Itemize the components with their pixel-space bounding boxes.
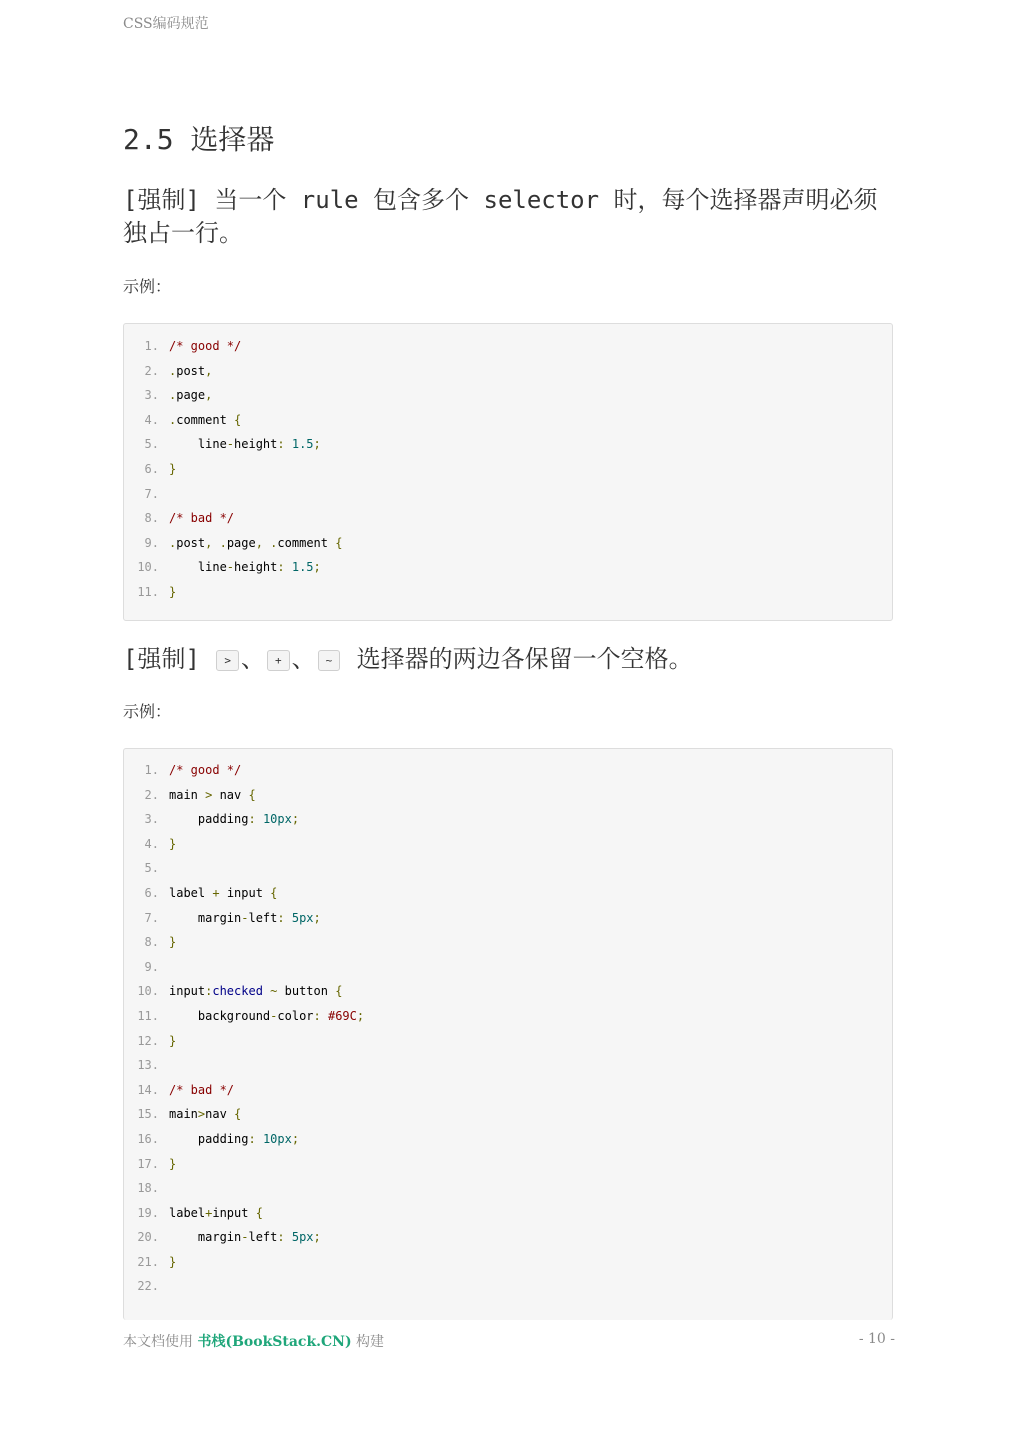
code-token: #69C — [327, 1008, 357, 1023]
line-number: 5. — [144, 437, 159, 452]
line-number: 12. — [137, 1033, 159, 1048]
code-token: label — [169, 885, 213, 900]
code-line — [124, 1130, 892, 1155]
code-line — [124, 1007, 892, 1032]
code-token: margin — [169, 910, 242, 925]
code-token: . — [169, 535, 177, 550]
line-number: 9. — [144, 535, 159, 550]
code-token: - — [270, 1008, 278, 1023]
code-token: /* bad */ — [169, 1082, 235, 1097]
code-token: 1.5 — [291, 437, 314, 452]
rule-heading-multiple-selectors: [强制] 当一个 rule 包含多个 selector 时，每个选择器声明必须独占一行。 — [123, 186, 878, 247]
code-token: : — [277, 437, 292, 452]
section-title: 2.5 选择器 — [123, 123, 275, 156]
line-number: 2. — [144, 787, 159, 802]
code-token: 10px — [262, 812, 292, 827]
line-number: 10. — [137, 560, 159, 575]
code-token: . — [169, 412, 177, 427]
code-token: . — [169, 363, 177, 378]
code-line — [124, 1056, 892, 1081]
code-token: , . — [205, 535, 227, 550]
line-number: 7. — [144, 486, 159, 501]
code-line — [124, 909, 892, 934]
inline-code-adjacent-combinator: + — [267, 650, 290, 671]
list-separator: 、 — [291, 645, 316, 673]
code-token: { — [234, 1107, 242, 1122]
example-label: 示例： — [123, 277, 172, 296]
code-line — [124, 786, 892, 811]
code-token: label — [169, 1205, 206, 1220]
code-token: post — [176, 535, 206, 550]
line-number: 3. — [144, 388, 159, 403]
line-number: 13. — [137, 1058, 159, 1073]
code-line — [124, 958, 892, 983]
code-line — [124, 761, 892, 786]
code-token: height — [234, 437, 278, 452]
code-line — [124, 810, 892, 835]
line-number: 11. — [137, 1008, 159, 1023]
code-line — [124, 859, 892, 884]
line-number: 16. — [137, 1131, 159, 1146]
line-number: 17. — [137, 1156, 159, 1171]
code-token: } — [169, 1033, 177, 1048]
running-header: CSS编码规范 — [123, 16, 209, 32]
code-token: , . — [255, 535, 278, 550]
code-token: : — [277, 1230, 292, 1245]
line-number: 6. — [144, 885, 159, 900]
code-line — [124, 1228, 892, 1253]
line-number: 15. — [137, 1107, 159, 1122]
code-line — [124, 583, 892, 608]
code-token: comment — [176, 412, 235, 427]
code-token: line — [169, 560, 227, 575]
line-number: 7. — [144, 910, 159, 925]
page-number: - 10 - — [858, 1331, 895, 1347]
line-number: 1. — [144, 339, 159, 353]
line-number: 18. — [137, 1181, 159, 1196]
line-number: 8. — [144, 935, 159, 950]
code-line — [124, 933, 892, 958]
code-token: ; — [313, 910, 321, 925]
code-token: input — [212, 1205, 256, 1220]
code-token: { — [335, 984, 343, 999]
line-number: 14. — [137, 1082, 159, 1097]
code-token: nav — [205, 1107, 235, 1122]
code-token: main — [169, 787, 206, 802]
code-token: main — [169, 1107, 198, 1122]
code-token: { — [270, 885, 278, 900]
code-line — [124, 460, 892, 485]
code-token: /* good */ — [169, 339, 242, 353]
line-number: 2. — [144, 363, 159, 378]
code-token: line — [169, 437, 227, 452]
line-number: 5. — [144, 861, 159, 876]
code-token: comment — [277, 535, 336, 550]
footer-credit — [123, 1331, 384, 1351]
code-line — [124, 835, 892, 860]
line-number: 6. — [144, 461, 159, 476]
code-token: padding — [169, 812, 249, 827]
code-token: 5px — [291, 1230, 314, 1245]
code-line — [124, 485, 892, 510]
code-line — [124, 534, 892, 559]
code-token: checked — [212, 984, 263, 999]
line-number: 20. — [137, 1230, 159, 1245]
line-number: 4. — [144, 836, 159, 851]
code-line — [124, 411, 892, 436]
code-line — [124, 509, 892, 534]
code-token: } — [169, 935, 177, 950]
code-token: background — [169, 1008, 271, 1023]
code-token: ; — [313, 1230, 321, 1245]
code-token: , — [205, 363, 213, 378]
code-token: ~ — [270, 984, 278, 999]
line-number: 8. — [144, 511, 159, 526]
code-token: color — [277, 1008, 314, 1023]
code-token: { — [248, 787, 256, 802]
code-token: nav — [212, 787, 249, 802]
code-token: 5px — [291, 910, 314, 925]
code-token: + — [212, 885, 220, 900]
code-token: { — [234, 412, 242, 427]
inline-code-child-combinator: > — [216, 650, 239, 671]
code-token: 10px — [262, 1131, 292, 1146]
code-line — [124, 1105, 892, 1130]
rule-suffix: 选择器的两边各保留一个空格。 — [342, 645, 693, 673]
rule-prefix: [强制] — [123, 645, 215, 673]
line-number: 1. — [144, 763, 159, 777]
code-token: /* good */ — [169, 763, 242, 777]
code-token: input — [219, 885, 271, 900]
code-token: : — [277, 560, 292, 575]
line-number: 22. — [137, 1279, 159, 1294]
code-line — [124, 884, 892, 909]
code-line — [124, 1032, 892, 1057]
code-block-combinator-spacing — [123, 748, 893, 1320]
code-line — [124, 337, 892, 362]
code-token: height — [234, 560, 278, 575]
line-number: 3. — [144, 812, 159, 827]
code-token: input — [169, 984, 206, 999]
code-line — [124, 1253, 892, 1278]
bookstack-link[interactable]: 书栈(BookStack.CN) — [197, 1334, 352, 1350]
inline-code-sibling-combinator: ~ — [318, 650, 341, 671]
line-number: 19. — [137, 1205, 159, 1220]
footer-suffix: 构建 — [351, 1334, 385, 1350]
code-token: /* bad */ — [169, 511, 235, 526]
code-token: - — [241, 910, 249, 925]
code-token: + — [205, 1205, 213, 1220]
code-token: , — [205, 388, 213, 403]
code-token: margin — [169, 1230, 242, 1245]
code-block-selectors-per-line — [123, 323, 893, 621]
code-token: - — [241, 1230, 249, 1245]
line-number: 10. — [137, 984, 159, 999]
code-token: post — [176, 363, 206, 378]
code-token: left — [248, 910, 278, 925]
code-line — [124, 558, 892, 583]
code-token: : — [248, 1131, 263, 1146]
code-token: left — [248, 1230, 278, 1245]
code-token: : — [205, 984, 213, 999]
code-token: { — [255, 1205, 263, 1220]
footer-prefix: 本文档使用 — [123, 1334, 198, 1350]
code-line — [124, 1204, 892, 1229]
code-token: : — [313, 1008, 328, 1023]
code-token: ; — [313, 560, 321, 575]
code-token: ; — [291, 812, 300, 827]
code-token: padding — [169, 1131, 249, 1146]
code-line — [124, 386, 892, 411]
code-token: { — [335, 535, 343, 550]
code-token: - — [226, 560, 235, 575]
code-line — [124, 1277, 892, 1302]
line-number: 9. — [144, 959, 159, 974]
code-token: ; — [313, 437, 321, 452]
code-token: } — [169, 1156, 177, 1171]
code-token: ; — [291, 1131, 300, 1146]
line-number: 4. — [144, 412, 159, 427]
code-token: } — [169, 584, 177, 599]
code-token: : — [277, 910, 292, 925]
code-token: > — [205, 787, 213, 802]
line-number: 11. — [137, 584, 159, 599]
code-token: 1.5 — [291, 560, 314, 575]
code-token: : — [248, 812, 263, 827]
code-line — [124, 1179, 892, 1204]
code-line — [124, 362, 892, 387]
code-token: button — [277, 984, 336, 999]
code-token: page — [176, 388, 206, 403]
line-number: 21. — [137, 1254, 159, 1269]
list-separator: 、 — [240, 645, 265, 673]
code-line — [124, 1155, 892, 1180]
code-token: page — [226, 535, 256, 550]
example-label: 示例： — [123, 702, 172, 721]
code-line — [124, 435, 892, 460]
code-token: ; — [356, 1008, 365, 1023]
code-token: } — [169, 836, 177, 851]
code-line — [124, 982, 892, 1007]
code-token: - — [226, 437, 235, 452]
code-token: . — [169, 388, 177, 403]
code-line — [124, 1081, 892, 1106]
rule-heading-combinator-spacing — [123, 643, 895, 676]
code-token: > — [197, 1107, 206, 1122]
code-token: } — [169, 461, 177, 476]
code-token: } — [169, 1254, 177, 1269]
